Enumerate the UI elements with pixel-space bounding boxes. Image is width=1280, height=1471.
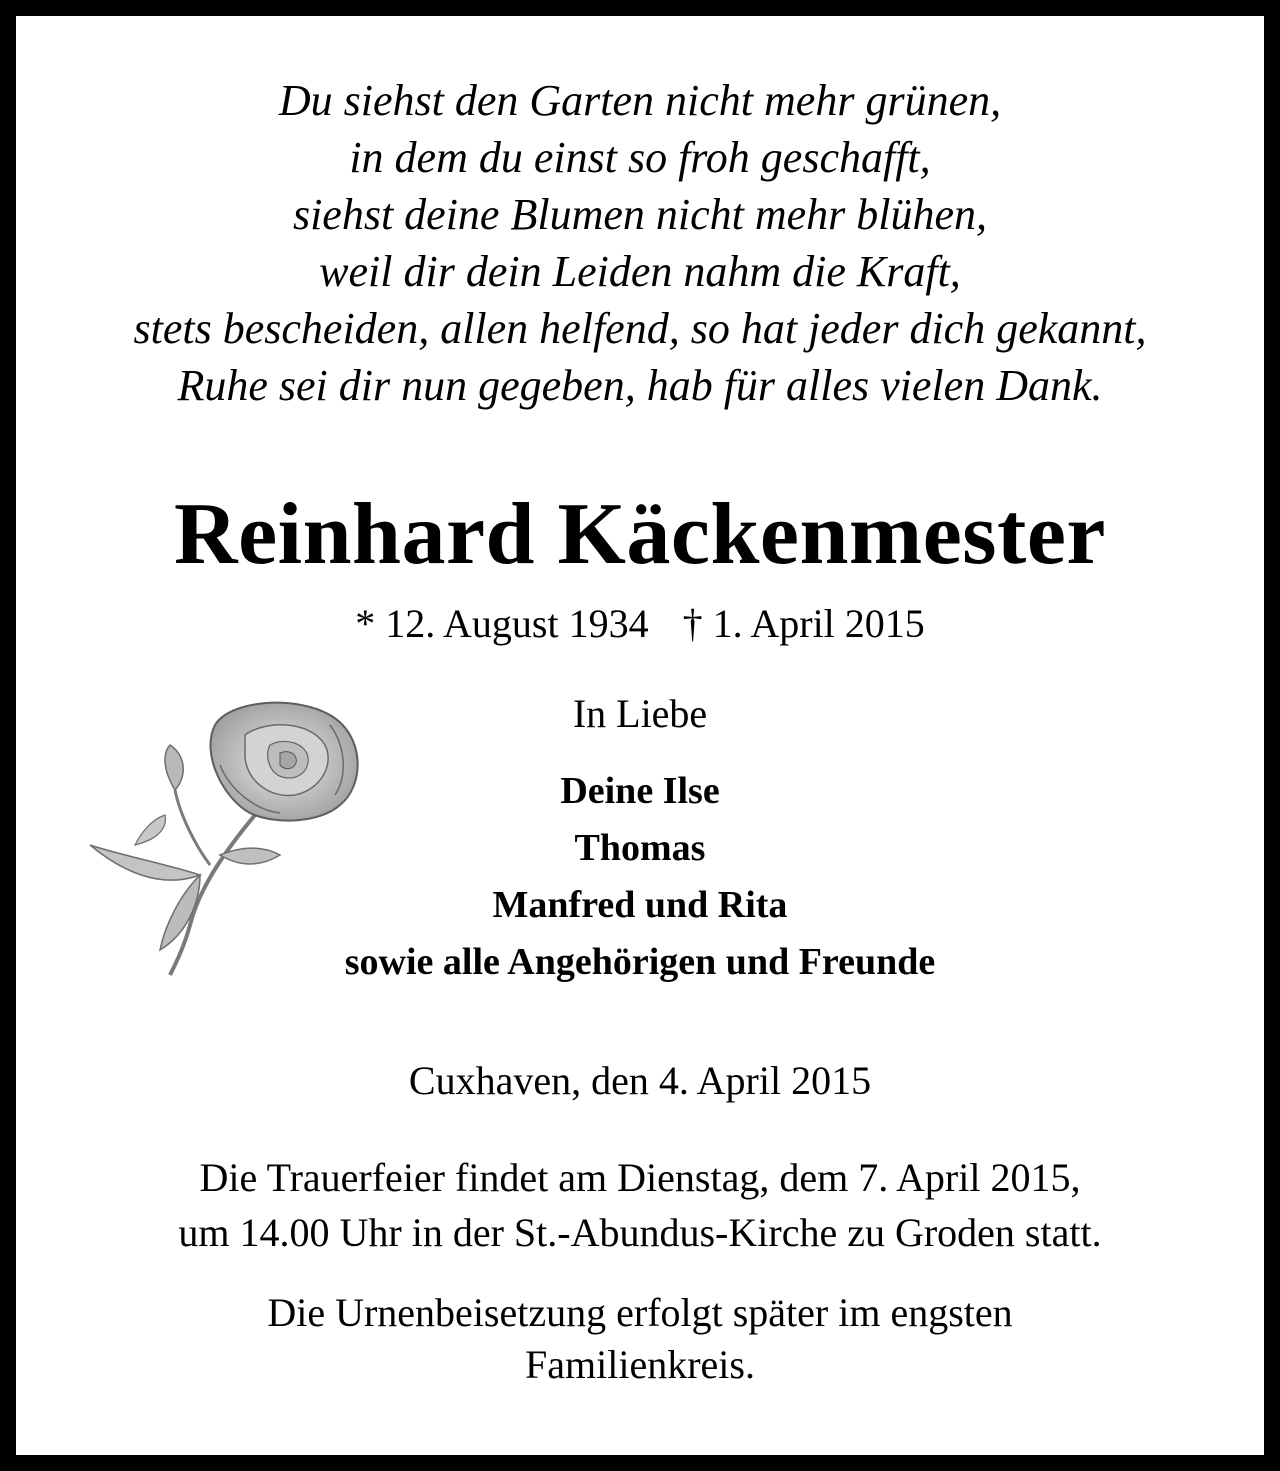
poem-line: Ruhe sei dir nun gegeben, hab für alles vielen Dank. bbox=[177, 361, 1103, 410]
death-date: † 1. April 2015 bbox=[682, 601, 925, 646]
service-line: Die Trauerfeier findet am Dienstag, dem 7. April 2015, bbox=[199, 1155, 1081, 1200]
mourners-list bbox=[0, 763, 1280, 991]
mourner-line: Deine Ilse bbox=[560, 770, 720, 812]
life-dates bbox=[0, 600, 1280, 647]
mourner-line: Thomas bbox=[574, 827, 706, 869]
deceased-name: Reinhard Käckenmester bbox=[174, 486, 1106, 583]
poem bbox=[0, 72, 1280, 414]
poem-line: weil dir dein Leiden nahm die Kraft, bbox=[319, 247, 961, 296]
closing-phrase: In Liebe bbox=[572, 691, 708, 736]
poem-line: in dem du einst so froh geschafft, bbox=[349, 133, 931, 182]
poem-line: Du siehst den Garten nicht mehr grünen, bbox=[278, 76, 1002, 125]
birth-date: * 12. August 1934 bbox=[355, 601, 649, 646]
urn-burial-info bbox=[0, 1287, 1280, 1391]
urn-line: Familienkreis. bbox=[525, 1342, 755, 1387]
poem-line: siehst deine Blumen nicht mehr blühen, bbox=[292, 190, 988, 239]
mourner-line: sowie alle Angehörigen und Freunde bbox=[344, 941, 936, 983]
mourner-line: Manfred und Rita bbox=[492, 884, 788, 926]
service-line: um 14.00 Uhr in der St.-Abundus-Kirche zu Groden statt. bbox=[178, 1210, 1102, 1255]
urn-line: Die Urnenbeisetzung erfolgt später im engsten bbox=[267, 1290, 1013, 1335]
funeral-service-info bbox=[0, 1150, 1280, 1260]
poem-line: stets bescheiden, allen helfend, so hat jeder dich gekannt, bbox=[133, 304, 1147, 353]
place-date: Cuxhaven, den 4. April 2015 bbox=[408, 1058, 872, 1103]
